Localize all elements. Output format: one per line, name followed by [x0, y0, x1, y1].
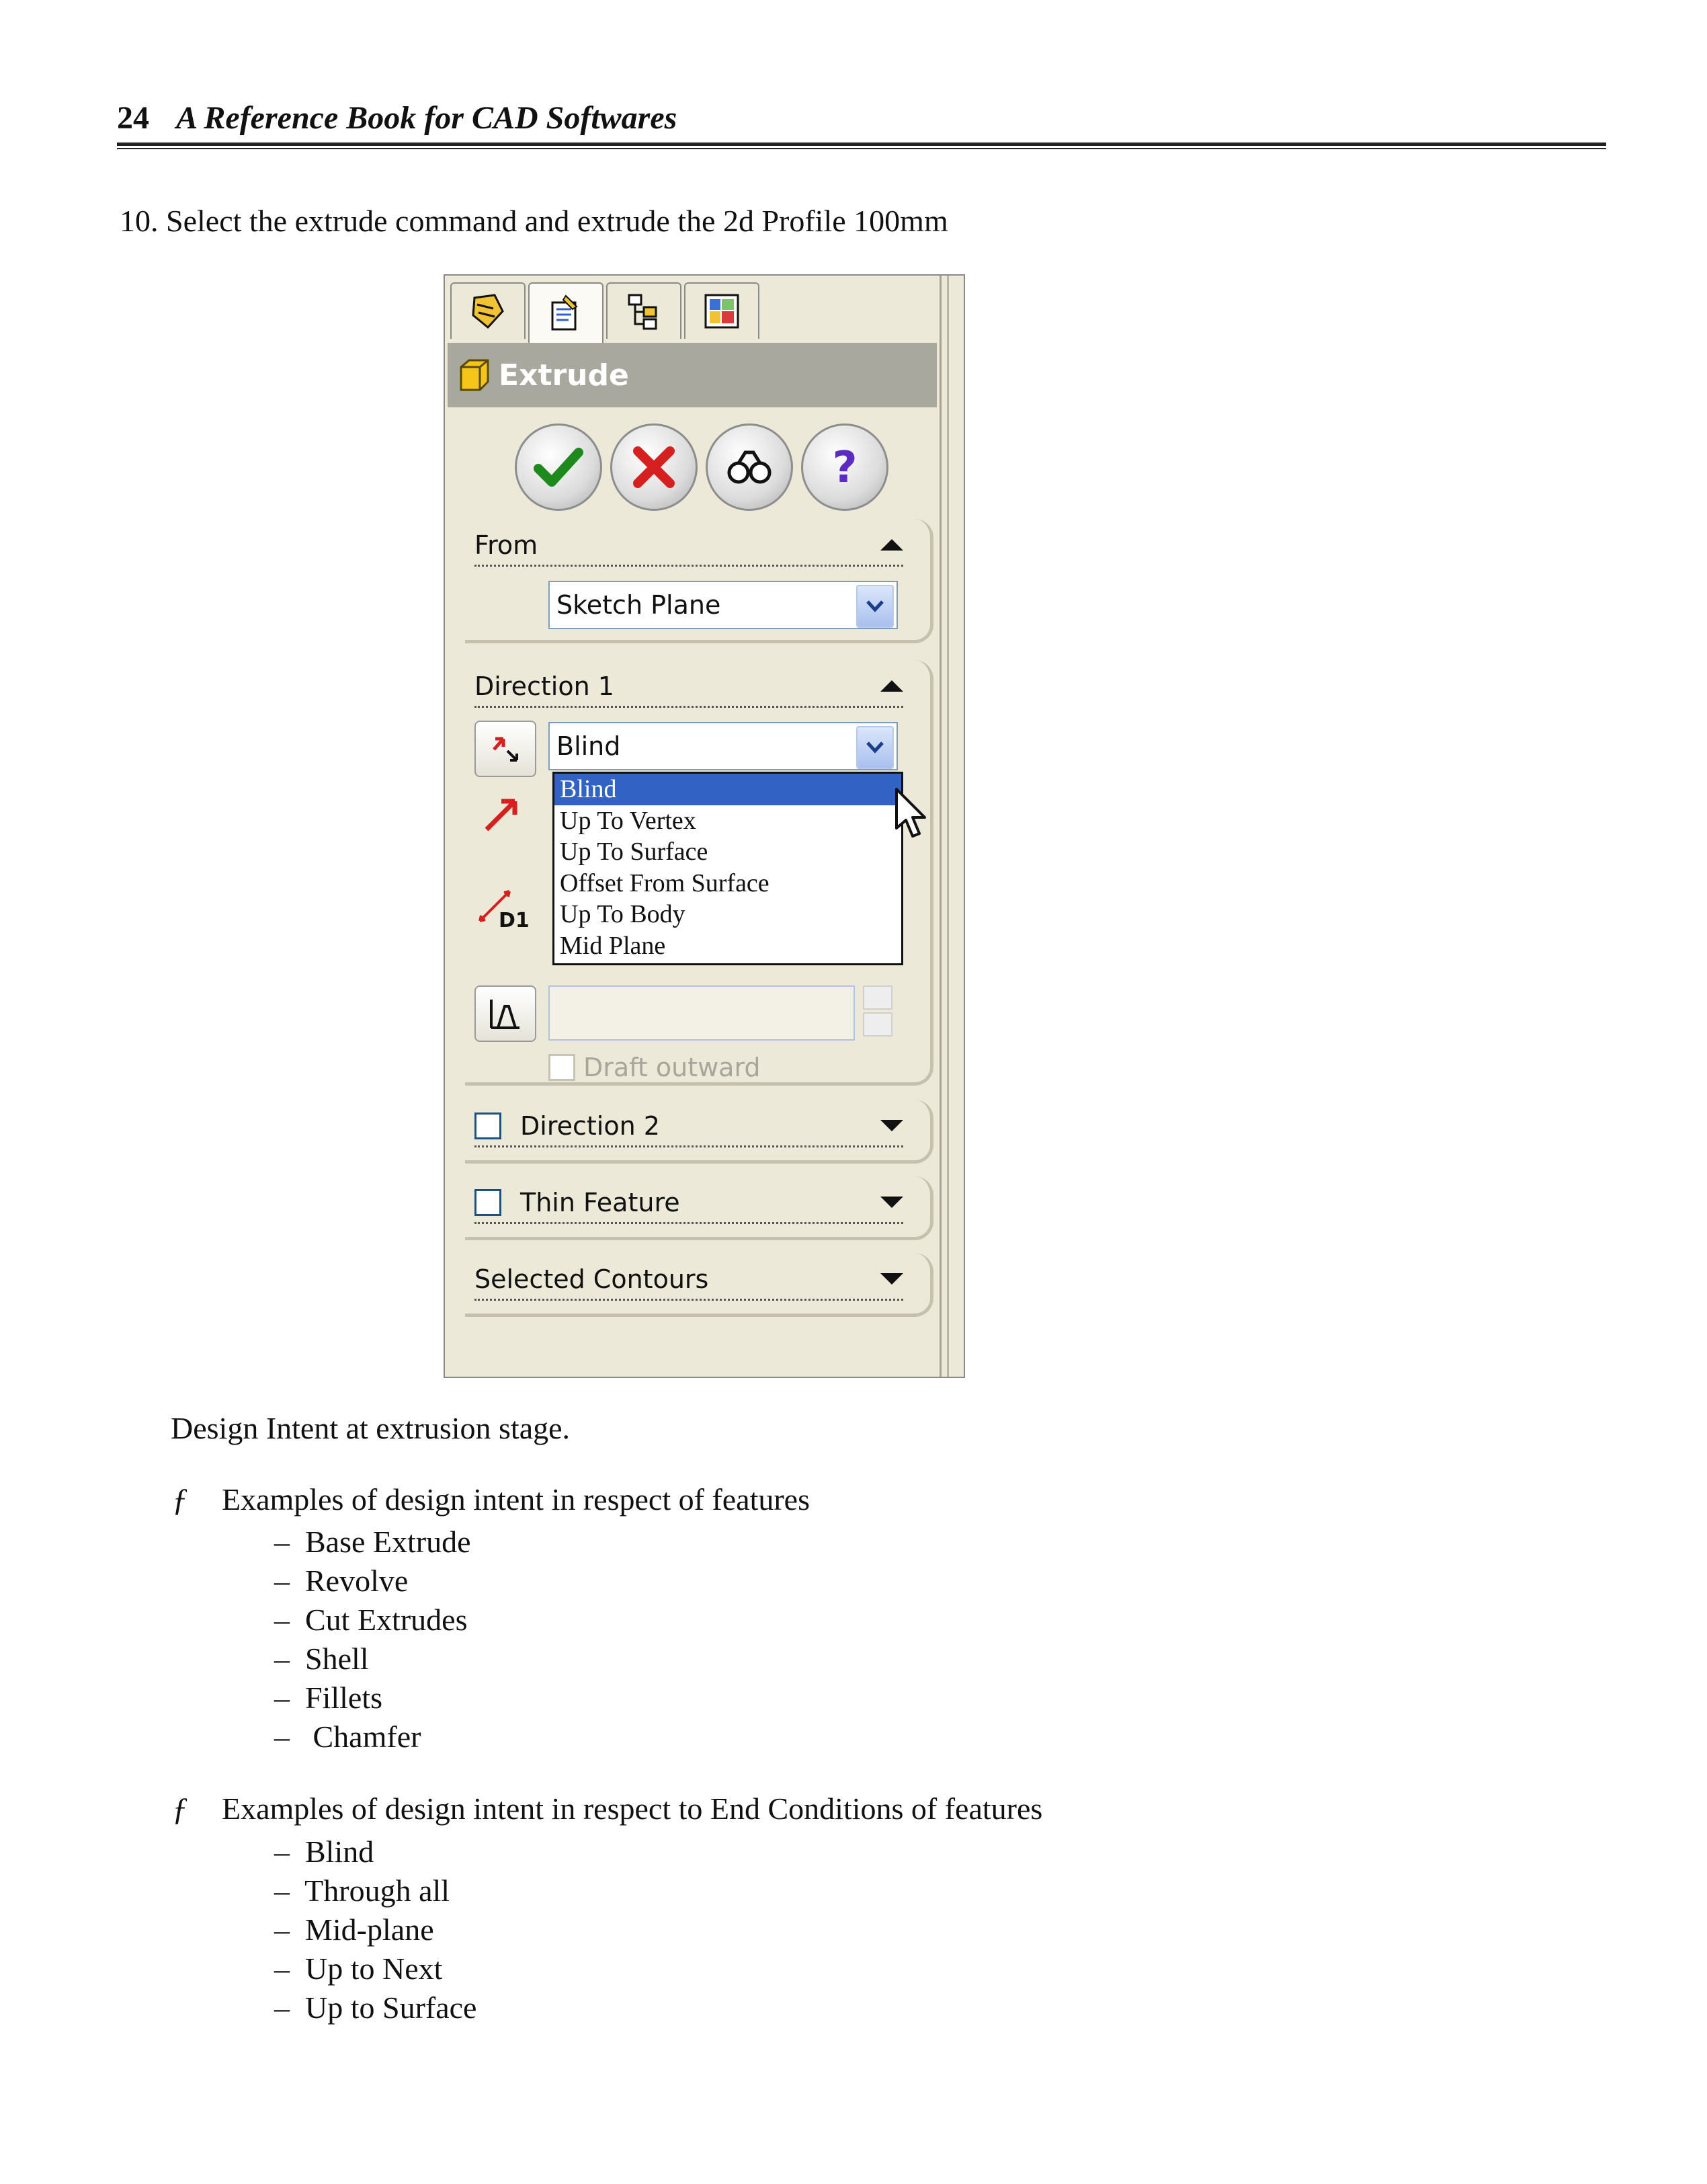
- collapse-up-icon[interactable]: [880, 539, 903, 551]
- from-group: [465, 519, 933, 643]
- appearance-icon: [702, 291, 742, 331]
- dropdown-option-up-to-surface[interactable]: Up To Surface: [560, 838, 708, 866]
- draft-angle-spin-down[interactable]: [863, 1012, 892, 1037]
- reverse-direction-icon: [489, 732, 522, 766]
- list2-items: [274, 1832, 476, 2027]
- manager-tabs: [450, 282, 759, 340]
- direction1-group-header[interactable]: [474, 667, 903, 708]
- end-condition-dropdown-list: [552, 772, 903, 965]
- list2-heading: Examples of design intent in respect to End Conditions of features: [222, 1791, 1043, 1826]
- page-number: 24: [117, 100, 149, 136]
- list-item: – Revolve: [274, 1564, 409, 1598]
- panel-scroll-edge: [947, 276, 964, 1377]
- from-group-label: From: [474, 530, 538, 560]
- list-item: – Blind: [274, 1834, 374, 1869]
- draft-outward-checkbox[interactable]: [548, 1054, 575, 1081]
- tab-property-manager[interactable]: [528, 282, 603, 343]
- list-item: – Chamfer: [274, 1720, 421, 1754]
- direction2-checkbox[interactable]: [474, 1113, 501, 1139]
- selected-contours-group: [465, 1253, 933, 1317]
- svg-text:?: ?: [832, 443, 858, 493]
- bullet-2: ƒ: [172, 1791, 188, 1827]
- list-item: – Up to Next: [274, 1951, 443, 1986]
- list-item: – Fillets: [274, 1681, 383, 1715]
- dropdown-option-up-to-vertex[interactable]: Up To Vertex: [560, 806, 696, 835]
- depth-label: D1: [499, 909, 530, 932]
- dropdown-option-up-to-body[interactable]: Up To Body: [560, 900, 685, 928]
- list1-items: [274, 1523, 471, 1756]
- header-rule-thin: [117, 148, 1606, 149]
- feature-manager-icon: [468, 291, 508, 331]
- list1-heading: Examples of design intent in respect of features: [222, 1482, 810, 1516]
- intro-text: Design Intent at extrusion stage.: [171, 1411, 571, 1445]
- chevron-down-icon: [865, 740, 885, 755]
- expand-down-icon[interactable]: [880, 1273, 903, 1285]
- help-icon: [818, 440, 872, 494]
- dropdown-option-blind[interactable]: Blind: [554, 774, 901, 805]
- feature-title: Extrude: [499, 358, 629, 393]
- from-select-dropdown-button[interactable]: [856, 585, 894, 628]
- list-item: – Through all: [274, 1873, 450, 1908]
- header-rule: [117, 143, 1606, 146]
- draft-icon: [487, 996, 524, 1032]
- draft-angle-spin-up[interactable]: [863, 985, 892, 1010]
- list-item: – Mid-plane: [274, 1912, 434, 1947]
- from-group-header[interactable]: [474, 526, 903, 567]
- step-instruction: 10. Select the extrude command and extrude the 2d Profile 100mm: [120, 204, 948, 238]
- extrude-icon: [457, 358, 492, 393]
- ok-checkmark-icon: [532, 440, 585, 494]
- preview-button[interactable]: [706, 423, 793, 511]
- list-item: – Up to Surface: [274, 1990, 477, 2025]
- thin-feature-group: [465, 1176, 933, 1240]
- action-buttons: [515, 423, 888, 511]
- selected-contours-label: Selected Contours: [474, 1264, 709, 1294]
- reverse-direction-button[interactable]: [474, 721, 536, 777]
- thin-feature-group-header[interactable]: [474, 1183, 903, 1224]
- help-button[interactable]: [801, 423, 888, 511]
- cancel-button[interactable]: [610, 423, 698, 511]
- from-select-value: Sketch Plane: [556, 590, 721, 620]
- draft-outward-row[interactable]: [548, 1053, 761, 1082]
- direction2-label: Direction 2: [520, 1111, 660, 1141]
- tab-feature-manager[interactable]: [450, 282, 526, 339]
- draft-outward-label: Draft outward: [583, 1053, 761, 1082]
- draft-angle-input[interactable]: [548, 985, 855, 1041]
- list-item: – Shell: [274, 1642, 369, 1676]
- configuration-manager-icon: [624, 291, 664, 331]
- draft-toggle-button[interactable]: [474, 985, 536, 1042]
- mouse-cursor-icon: [894, 786, 930, 843]
- property-manager-icon: [546, 293, 586, 333]
- direction1-group-label: Direction 1: [474, 672, 614, 701]
- tab-configuration-manager[interactable]: [606, 282, 681, 339]
- list-item: – Base Extrude: [274, 1525, 471, 1559]
- dropdown-option-mid-plane[interactable]: Mid Plane: [560, 931, 666, 960]
- direction2-group-header[interactable]: [474, 1106, 903, 1147]
- direction-vector-icon: [480, 792, 524, 836]
- detailed-preview-icon: [722, 440, 776, 494]
- list-item: – Cut Extrudes: [274, 1603, 468, 1637]
- chevron-down-icon: [865, 599, 885, 614]
- end-condition-value: Blind: [556, 731, 621, 761]
- from-select[interactable]: [548, 581, 898, 629]
- tab-appearance[interactable]: [684, 282, 759, 339]
- ok-button[interactable]: [515, 423, 602, 511]
- page-header: [117, 99, 1606, 136]
- thin-feature-checkbox[interactable]: [474, 1189, 501, 1216]
- direction2-group: [465, 1100, 933, 1164]
- collapse-up-icon[interactable]: [880, 680, 903, 692]
- expand-down-icon[interactable]: [880, 1197, 903, 1208]
- bullet-1: ƒ: [172, 1482, 188, 1518]
- book-title: A Reference Book for CAD Softwares: [176, 100, 677, 136]
- thin-feature-label: Thin Feature: [520, 1188, 680, 1217]
- feature-title-bar: [448, 343, 937, 407]
- end-condition-dropdown-button[interactable]: [856, 726, 894, 769]
- end-condition-select[interactable]: [548, 722, 898, 770]
- cancel-x-icon: [627, 440, 681, 494]
- expand-down-icon[interactable]: [880, 1120, 903, 1131]
- selected-contours-group-header[interactable]: [474, 1260, 903, 1301]
- dropdown-option-offset-from-surface[interactable]: Offset From Surface: [560, 868, 769, 897]
